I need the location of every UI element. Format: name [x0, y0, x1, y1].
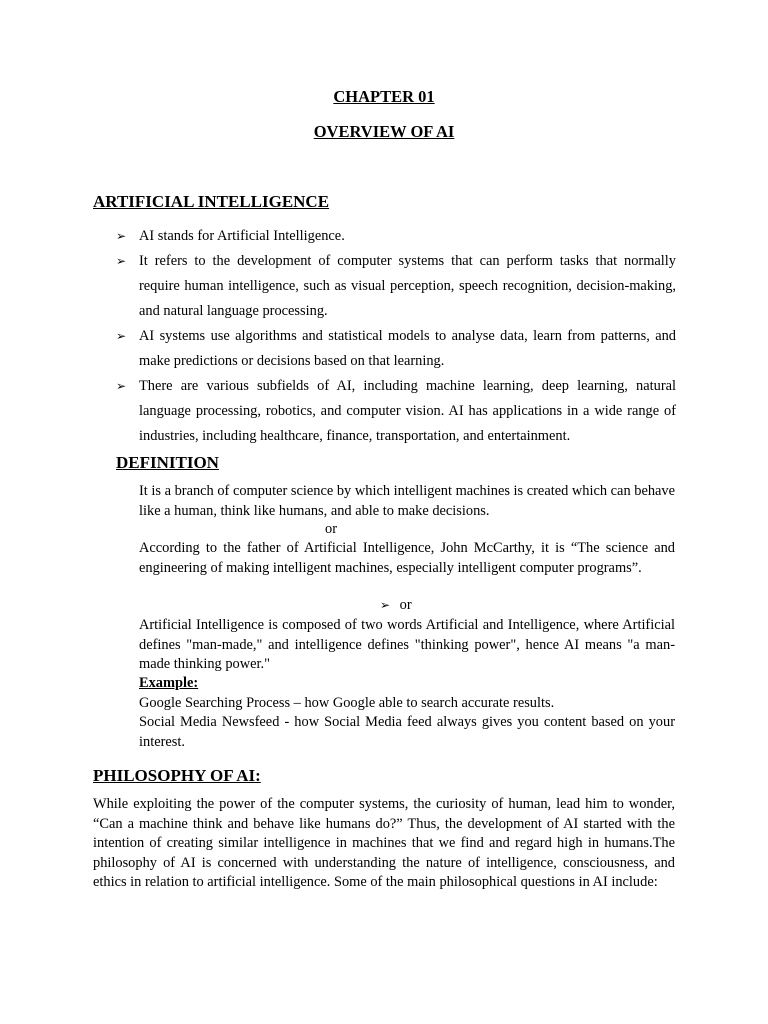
- definition-heading: DEFINITION: [116, 453, 219, 472]
- section-heading-philosophy: PHILOSOPHY OF AI:: [93, 766, 261, 785]
- list-item: [116, 224, 676, 249]
- definition-paragraph-1: It is a branch of computer science by which intelligent machines is created which can behave like a human, think like humans, and able to make decisions.: [139, 483, 675, 519]
- example-block: [139, 674, 675, 752]
- ai-bullet-list: [116, 224, 676, 449]
- definition-paragraph-2: According to the father of Artificial Intelligence, John McCarthy, it is “The science and engineering of making intelligent machines, especially intelligent computer programs”.: [139, 540, 675, 576]
- definition-paragraph-3: Artificial Intelligence is composed of two words Artificial and Intelligence, where Artificial defines "man-made," and intelligence defines "thinking power", hence AI means "a man-made thinking power.": [139, 617, 675, 672]
- example-item-social-media: Social Media Newsfeed - how Social Media feed always gives you content based on your interest.: [139, 714, 675, 750]
- bullet-text: AI stands for Artificial Intelligence.: [139, 228, 345, 244]
- list-item: [116, 374, 676, 449]
- or-text: or: [399, 597, 412, 613]
- arrow-bullet-icon: ➢: [116, 254, 127, 268]
- chapter-title: OVERVIEW OF AI: [313, 122, 455, 141]
- or-separator: or: [325, 521, 337, 537]
- example-item-google: Google Searching Process – how Google able to search accurate results.: [139, 694, 555, 711]
- section-heading-ai: ARTIFICIAL INTELLIGENCE: [93, 192, 330, 211]
- arrow-bullet-icon: ➢: [116, 329, 127, 343]
- bullet-text: There are various subfields of AI, including machine learning, deep learning, natural language processing, robotics, and computer vision. AI has applications in a wide range of industries, including healthcare, finance, transportation, and entertainment.: [139, 378, 676, 444]
- bullet-text: AI systems use algorithms and statistical models to analyse data, learn from patterns, and make predictions or decisions based on that learning.: [139, 328, 676, 369]
- or-separator-with-arrow: [380, 597, 412, 614]
- example-label: Example:: [139, 675, 199, 691]
- list-item: [116, 324, 676, 374]
- bullet-text: It refers to the development of computer systems that can perform tasks that normally require human intelligence, such as visual perception, speech recognition, decision-making, and natural language processing.: [139, 253, 676, 319]
- philosophy-paragraph: While exploiting the power of the computer systems, the curiosity of human, lead him to wonder, “Can a machine think and behave like humans do?” Thus, the development of AI started with the intention of creating similar intelligence in machines that we find and regard high in humans.The philosophy of AI is concerned with understanding the nature of intelligence, consciousness, and ethics in relation to artificial intelligence. Some of the main philosophical questions in AI include:: [93, 796, 675, 890]
- list-item: [116, 249, 676, 324]
- arrow-bullet-icon: ➢: [116, 379, 127, 393]
- arrow-bullet-icon: ➢: [380, 598, 391, 612]
- arrow-bullet-icon: ➢: [116, 229, 127, 243]
- chapter-number: CHAPTER 01: [333, 87, 435, 106]
